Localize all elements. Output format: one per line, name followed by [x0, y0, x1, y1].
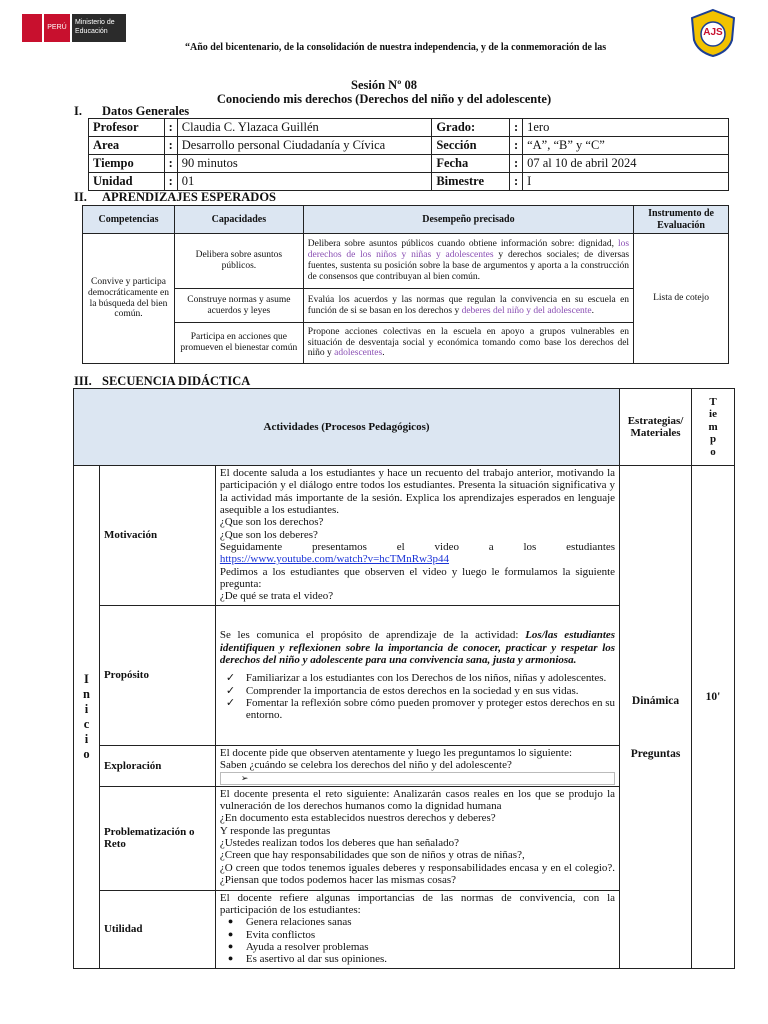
desempeno-text: Delibera sobre asuntos públicos cuando obtiene información sobre: dignidad, — [307, 239, 615, 250]
desempeno-text: Propone acciones colectivas en la escuela en apoyo a grupos vulnerables en situación de desventaja social y económica tomando como base los derechos del niño y — [307, 326, 630, 359]
label-bimestre: Bimestre — [432, 173, 510, 191]
problematizacion-line: ¿O creen que todos tenemos iguales deberes y responsabilidades encasa y en el colegio?.¿Piensan que todos podemos hacer las mismas cosas? — [219, 861, 616, 886]
learning-row — [83, 234, 729, 289]
estrategias-cell — [620, 466, 692, 969]
problematizacion-line: El docente presenta el reto siguiente: Analizarán casos reales en los que se produjo la vulneración de los derechos humanos como la dignidad humana — [219, 787, 616, 812]
tiempo-cell: 10' — [692, 466, 735, 969]
content-problematizacion — [215, 786, 619, 890]
label-unidad: Unidad — [89, 173, 165, 191]
motivacion-question: ¿De qué se trata el video? — [219, 590, 334, 603]
stage-label: Inicio — [82, 671, 90, 761]
section-number-1: I. — [74, 104, 82, 118]
value-seccion: “A”, “B” y “C” — [523, 137, 729, 155]
general-row-unidad — [89, 173, 729, 191]
value-unidad: 01 — [177, 173, 432, 191]
ministry-name: Ministerio de Educación — [72, 14, 126, 42]
motivacion-text: Pedimos a los estudiantes que observen el video y luego le formulamos la siguiente pregunta: — [219, 565, 616, 590]
capacidad-cell: Construye normas y asume acuerdos y leyes — [174, 289, 303, 323]
problematizacion-line: ¿Ustedes realizan todos los deberes que han señalado? — [219, 836, 460, 849]
desempeno-cell — [303, 289, 633, 323]
learning-row — [83, 323, 729, 364]
value-fecha: 07 al 10 de abril 2024 — [523, 155, 729, 173]
list-item: ● Genera relaciones sanas — [220, 916, 615, 928]
problematizacion-line: Y responde las preguntas — [219, 824, 331, 837]
label-seccion: Sección — [432, 137, 510, 155]
label-area: Area — [89, 137, 165, 155]
general-row-tiempo — [89, 155, 729, 173]
session-number: Sesión Nº 08 — [351, 78, 417, 92]
content-proposito — [215, 606, 619, 746]
desempeno-text: . — [382, 348, 385, 359]
desempeno-highlight: deberes del niño y del adolescente — [461, 305, 592, 316]
label-tiempo: Tiempo — [89, 155, 165, 173]
motivacion-text: El docente saluda a los estudiantes y hace un recuento del trabajo anterior, motivando la participación y el diálogo entre todos los estudiantes. Presenta la situación significativa y la actividad más importante de la sesión. Explica los aprendizajes esperados en lenguaje asequible a los estudiantes. — [219, 467, 616, 516]
utilidad-intro: El docente refiere algunas importancias de las normas de convivencia, con la participación de los estudiantes: — [219, 891, 616, 916]
desempeno-text: y derechos sociales; de diversas fuentes, sustenta su posición sobre la base de argumentos y aporta a la construcción de consensos que contribuyan al bien común. — [307, 250, 630, 282]
estrategia-dinamica: Dinámica — [631, 695, 680, 708]
proposito-list — [220, 672, 615, 721]
section-heading-learning: APRENDIZAJES ESPERADOS — [102, 190, 276, 204]
proposito-statement: Los/las estudiantes identifiquen y reflexionen sobre la importancia de conocer, practicar y respetar los derechos del niño y adolescente para una convivencia sana, justa y armoniosa. — [219, 629, 616, 667]
learning-row — [83, 289, 729, 323]
col-competencias: Competencias — [83, 206, 175, 234]
col-desempeno: Desempeño precisado — [303, 206, 633, 234]
colon: : — [509, 137, 522, 155]
list-item: ✓ Familiarizar a los estudiantes con los Derechos de los niños, niñas y adolescentes. — [220, 672, 615, 684]
exploracion-text: El docente pide que observen atentamente y luego les preguntamos lo siguiente: — [219, 747, 573, 759]
desempeno-text: Evalúa los acuerdos y las normas que regulan la convivencia en su escuela en función de si se basan en los derechos y — [307, 294, 630, 316]
exploracion-question: Saben ¿cuándo se celebra los derechos del niño y del adolescente? — [219, 759, 512, 772]
problematizacion-line: ¿Creen que hay responsabilidades que son de niños y otras de niñas?, — [219, 849, 525, 862]
label-motivacion: Motivación — [99, 466, 215, 606]
section-number-3: III. — [74, 374, 92, 388]
arrow-icon: ➢ — [220, 772, 615, 785]
section-number-2: II. — [74, 190, 87, 204]
content-exploracion — [215, 746, 619, 787]
school-logo-text: AJS — [703, 27, 723, 38]
col-capacidades: Capacidades — [174, 206, 303, 234]
problematizacion-line: ¿En documento esta establecidos nuestros derechos y deberes? — [219, 812, 496, 825]
desempeno-cell — [303, 323, 633, 364]
video-link[interactable]: https://www.youtube.com/watch?v=hcTMnRw3p44 — [219, 553, 449, 566]
col-estrategias: Estrategias/ Materiales — [620, 389, 692, 466]
col-instrumento: Instrumento de Evaluación — [634, 206, 729, 234]
value-grado: 1ero — [523, 119, 729, 137]
motivacion-question: ¿Que son los derechos? — [219, 516, 324, 529]
colon: : — [164, 119, 177, 137]
value-tiempo: 90 minutos — [177, 155, 432, 173]
ministry-logo — [22, 14, 126, 42]
content-utilidad — [215, 890, 619, 968]
sequence-table — [73, 388, 735, 969]
list-item: ● Evita conflictos — [220, 929, 615, 941]
col-tiempo-label: Tiempo — [708, 395, 718, 458]
label-problematizacion: Problematización o Reto — [99, 786, 215, 890]
row-motivacion — [74, 466, 735, 606]
general-row-area — [89, 137, 729, 155]
list-item: ✓ Comprender la importancia de estos derechos en la sociedad y en sus vidas. — [220, 685, 615, 697]
ministry-country: PERÚ — [44, 14, 70, 42]
content-motivacion — [215, 466, 619, 606]
general-row-profesor — [89, 119, 729, 137]
colon: : — [509, 173, 522, 191]
value-area: Desarrollo personal Ciudadanía y Cívica — [177, 137, 432, 155]
label-proposito: Propósito — [99, 606, 215, 746]
stage-cell — [74, 466, 100, 969]
list-item: ✓ Fomentar la reflexión sobre cómo pueden promover y proteger estos derechos en su entorno. — [220, 697, 615, 722]
section-heading-sequence: SECUENCIA DIDÁCTICA — [102, 374, 251, 388]
section-heading-general: Datos Generales — [102, 104, 190, 118]
instrumento-cell: Lista de cotejo — [634, 234, 729, 364]
label-utilidad: Utilidad — [99, 890, 215, 968]
motivacion-question: ¿Que son los deberes? — [219, 528, 318, 541]
proposito-intro: Se les comunica el propósito de aprendizaje de la actividad: — [219, 629, 526, 642]
capacidad-cell: Participa en acciones que promueven el bienestar común — [174, 323, 303, 364]
colon: : — [164, 173, 177, 191]
session-title: Conociendo mis derechos (Derechos del niño y del adolescente) — [216, 92, 552, 106]
desempeno-highlight: adolescentes — [334, 348, 383, 359]
list-item: ● Es asertivo al dar sus opiniones. — [220, 953, 615, 965]
desempeno-cell — [303, 234, 633, 289]
desempeno-highlight: los derechos de los niños y niñas y adolescentes — [307, 239, 630, 261]
col-tiempo — [692, 389, 735, 466]
label-profesor: Profesor — [89, 119, 165, 137]
school-logo — [690, 8, 736, 58]
capacidad-cell: Delibera sobre asuntos públicos. — [174, 234, 303, 289]
year-motto: “Año del bicentenario, de la consolidación de nuestra independencia, y de la conmemoración de las — [185, 42, 607, 53]
motivacion-video-text: Seguidamente presentamos el video a los estudiantes — [219, 540, 616, 553]
utilidad-list — [220, 916, 615, 965]
colon: : — [164, 137, 177, 155]
colon: : — [164, 155, 177, 173]
label-fecha: Fecha — [432, 155, 510, 173]
peru-shield-icon — [22, 14, 42, 42]
learning-table — [82, 205, 729, 364]
learning-header-row — [83, 206, 729, 234]
colon: : — [509, 155, 522, 173]
value-profesor: Claudia C. Ylazaca Guillén — [177, 119, 432, 137]
col-actividades: Actividades (Procesos Pedagógicos) — [74, 389, 620, 466]
value-bimestre: I — [523, 173, 729, 191]
general-data-table — [88, 118, 729, 191]
list-item: ● Ayuda a resolver problemas — [220, 941, 615, 953]
competencia-cell: Convive y participa democráticamente en la búsqueda del bien común. — [83, 234, 175, 364]
colon: : — [509, 119, 522, 137]
sequence-header-row — [74, 389, 735, 466]
estrategia-preguntas: Preguntas — [630, 748, 681, 761]
desempeno-text: . — [591, 305, 595, 316]
label-exploracion: Exploración — [99, 746, 215, 787]
label-grado: Grado: — [432, 119, 510, 137]
